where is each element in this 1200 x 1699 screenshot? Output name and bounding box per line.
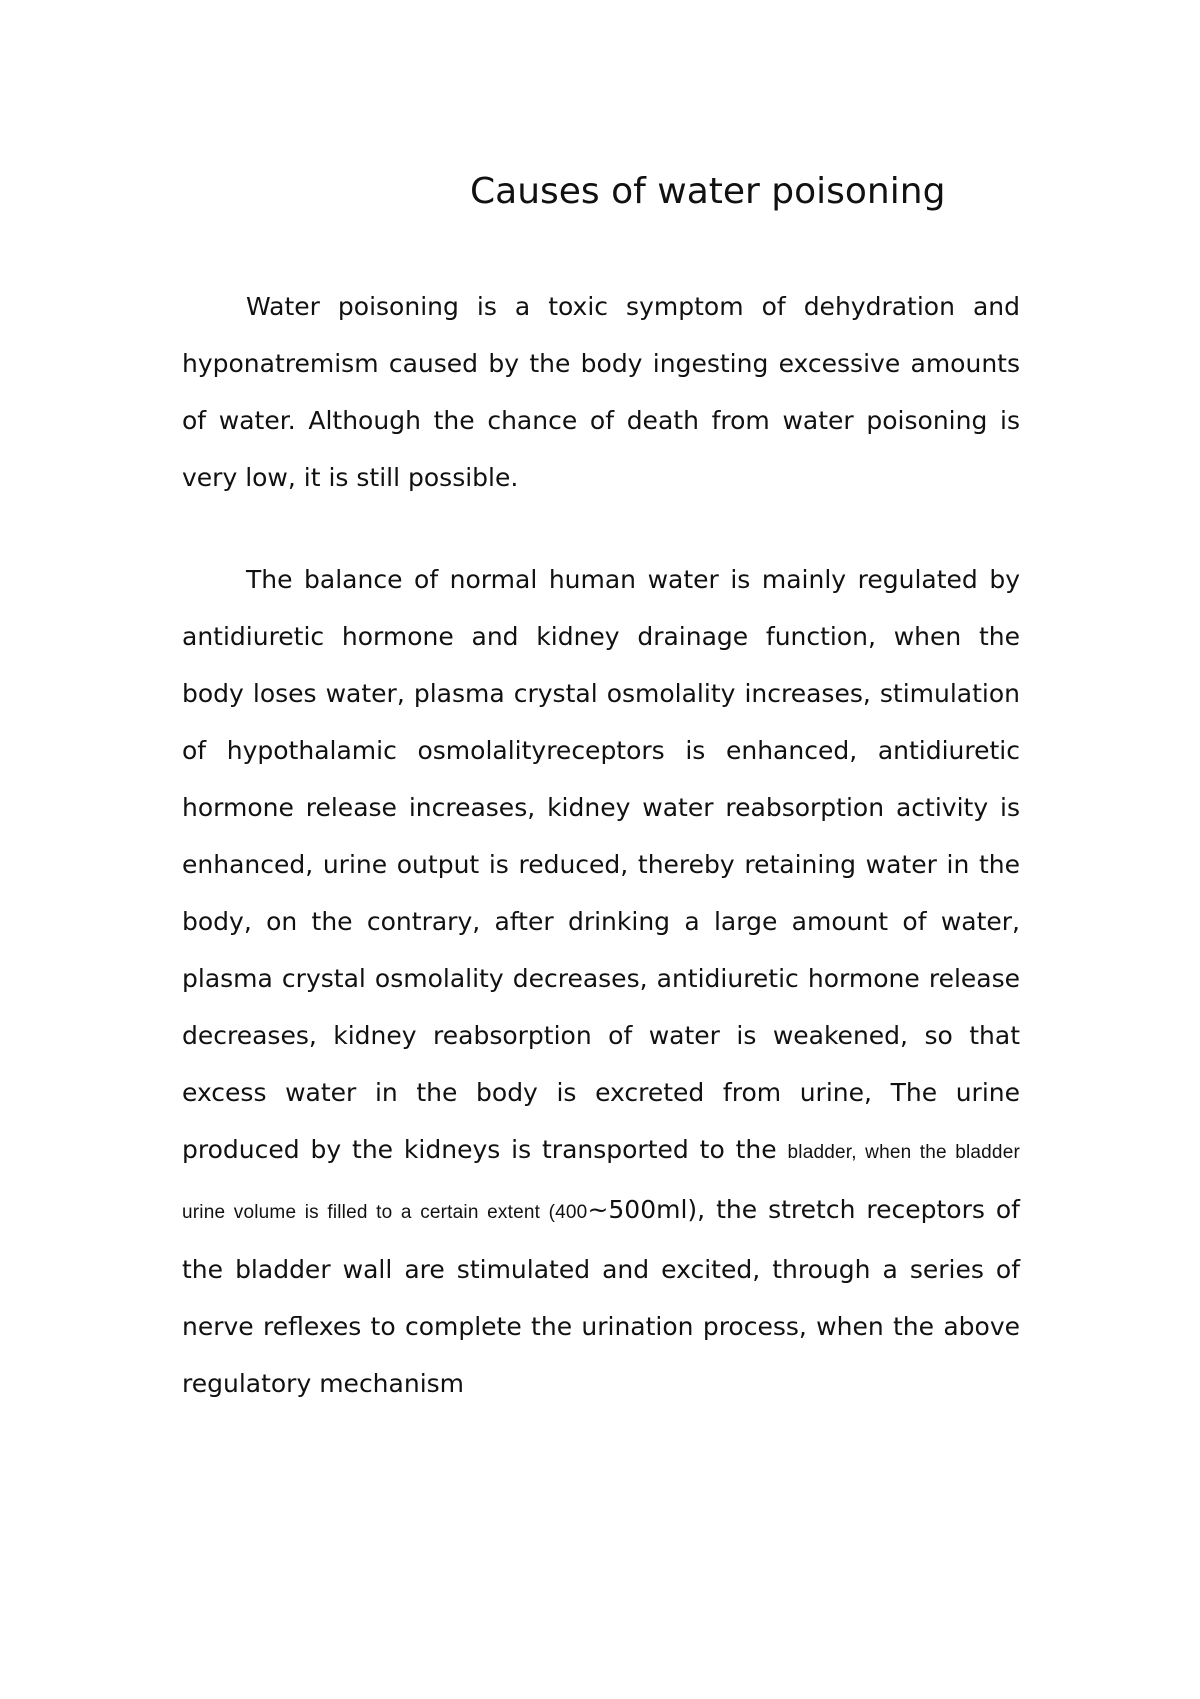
paragraph-balance	[182, 551, 1020, 1412]
document-title: Causes of water poisoning	[470, 171, 946, 212]
paragraph-balance-text-1: The balance of normal human water is mainly regulated by antidiuretic hormone and kidney drainage function, when the body loses water, plasma crystal osmolality increases, stimulation of hypothalamic osmolalityreceptors is enhanced, antidiuretic hormone release increases, kidney water reabsorption activity is enhanced, urine output is reduced, thereby retaining water in the body, on the contrary, after drinking a large amount of water, plasma crystal osmolality decreases, antidiuretic hormone release decreases, kidney reabsorption of water is weakened, so that excess water in the body is excreted from urine, The urine produced by the kidneys is transported to the	[182, 565, 1020, 1164]
paragraph-intro: Water poisoning is a toxic symptom of dehydration and hyponatremism caused by the body ingesting excessive amounts of water. Although the chance of death from water poisoning is very low, it is still possible.	[182, 292, 1020, 492]
paragraph-balance-text-2: ~500ml), the stretch receptors of the bladder wall are stimulated and excited, through a series of nerve reflexes to complete the urination process, when the above regulatory mechanism	[182, 1195, 1020, 1398]
paragraph-balance-small-text: bladder, when the bladder urine volume is filled to a certain extent (400	[182, 1142, 1020, 1223]
